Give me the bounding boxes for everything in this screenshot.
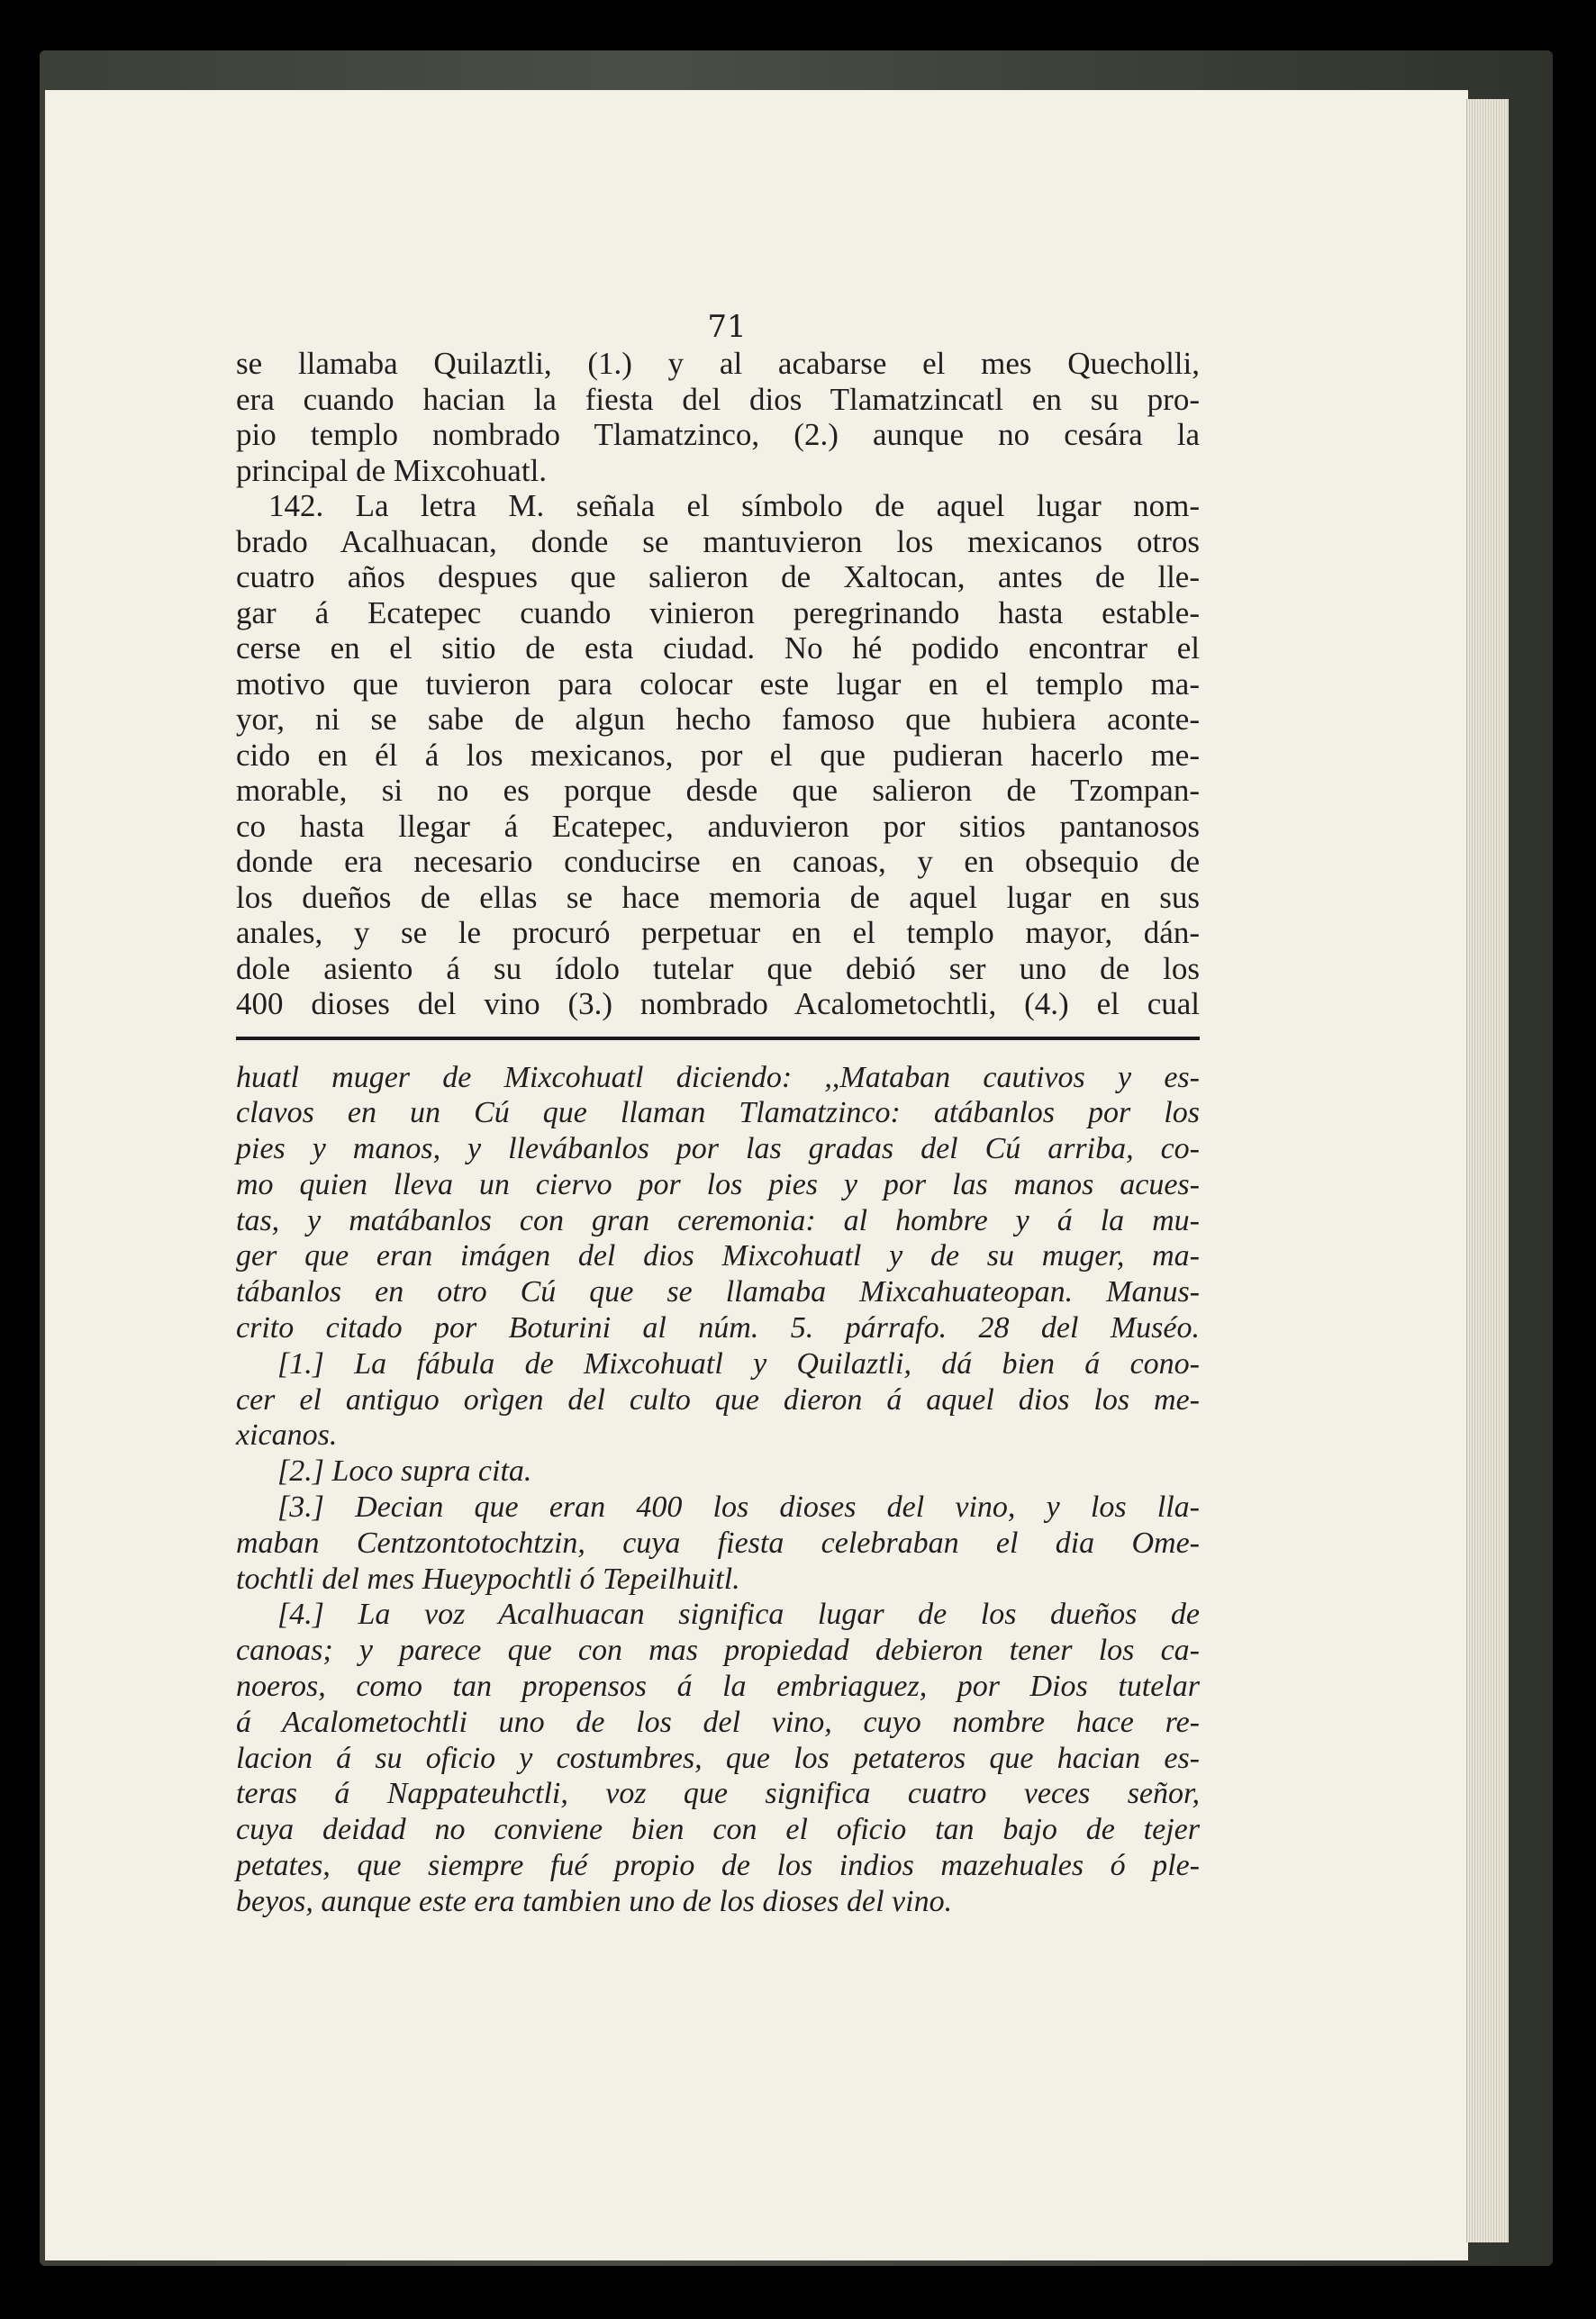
body-line: cido en él á los mexicanos, por el que pudieran hacerlo me- — [236, 737, 1200, 773]
body-line: 400 dioses del vino (3.) nombrado Acalometochtli, (4.) el cual — [236, 986, 1200, 1021]
body-line: 142. La letra M. señala el símbolo de aquel lugar nom- — [268, 488, 1200, 523]
body-line: morable, si no es porque desde que salieron de Tzompan- — [236, 773, 1200, 808]
body-line: cuatro años despues que salieron de Xaltocan, antes de lle- — [236, 559, 1200, 594]
body-line: principal de Mixcohuatl. — [236, 452, 548, 488]
footnote-line: ger que eran imágen del dios Mixcohuatl y de su muger, ma- — [236, 1239, 1200, 1273]
footnote-line: [1.] La fábula de Mixcohuatl y Quilaztli, dá bien á cono- — [277, 1346, 1200, 1381]
body-line: se llamaba Quilaztli, (1.) y al acabarse el mes Quecholli, — [236, 346, 1200, 381]
footnote-line: cuya deidad no conviene bien con el oficio tan bajo de tejer — [236, 1813, 1200, 1847]
body-line: gar á Ecatepec cuando vinieron peregrinando hasta estable- — [236, 594, 1200, 630]
body-line: era cuando hacian la fiesta del dios Tlamatzincatl en su pro- — [236, 381, 1200, 417]
footnote-line: tochtli del mes Hueypochtli ó Tepeilhuitl. — [236, 1562, 740, 1596]
footnote-line: maban Centzontotochtzin, cuya fiesta celebraban el dia Ome- — [236, 1526, 1200, 1560]
footnote-line: noeros, como tan propensos á la embriaguez, por Dios tutelar — [236, 1670, 1200, 1704]
footnote-line: tas, y matábanlos con gran ceremonia: al hombre y á la mu- — [236, 1203, 1200, 1237]
body-line: pio templo nombrado Tlamatzinco, (2.) aunque no cesára la — [236, 417, 1200, 452]
footnote-line: á Acalometochtli uno de los del vino, cuyo nombre hace re- — [236, 1705, 1200, 1739]
footnote-line: xicanos. — [236, 1418, 338, 1453]
footnote-line: teras á Nappateuhctli, voz que significa cuatro veces señor, — [236, 1777, 1200, 1811]
footnote-line: crito citado por Boturini al núm. 5. párrafo. 28 del Muséo. — [236, 1311, 1200, 1345]
main-text — [236, 346, 1200, 1022]
footnote-line: [2.] Loco supra cita. — [277, 1454, 532, 1489]
footnote-line: canoas; y parece que con mas propiedad debieron tener los ca- — [236, 1634, 1200, 1668]
body-line: anales, y se le procuró perpetuar en el templo mayor, dán- — [236, 915, 1200, 950]
footnote-line: [3.] Decian que eran 400 los dioses del vino, y los lla- — [277, 1490, 1200, 1525]
text-block — [236, 308, 1200, 1920]
footnote-line: cer el antiguo orìgen del culto que dieron á aquel dios los me- — [236, 1382, 1200, 1417]
footnote-line: clavos en un Cú que llaman Tlamatzinco: atábanlos por los — [236, 1096, 1200, 1130]
body-line: donde era necesario conducirse en canoas, y en obsequio de — [236, 844, 1200, 879]
footnote-line: pies y manos, y llevábanlos por las gradas del Cú arriba, co- — [236, 1132, 1200, 1166]
body-line: brado Acalhuacan, donde se mantuvieron los mexicanos otros — [236, 523, 1200, 559]
body-line: dole asiento á su ídolo tutelar que debió ser uno de los — [236, 950, 1200, 986]
body-line: co hasta llegar á Ecatepec, anduvieron por sitios pantanosos — [236, 808, 1200, 844]
footnote-rule — [236, 1037, 1200, 1040]
footnote-line: huatl muger de Mixcohuatl diciendo: ,,Mataban cautivos y es- — [236, 1060, 1200, 1094]
footnote-line: petates, que siempre fué propio de los indios mazehuales ó ple- — [236, 1849, 1200, 1883]
body-line: los dueños de ellas se hace memoria de aquel lugar en sus — [236, 879, 1200, 915]
footnote-line: lacion á su oficio y costumbres, que los petateros que hacian es- — [236, 1741, 1200, 1775]
footnote-line: [4.] La voz Acalhuacan significa lugar de los dueños de — [277, 1598, 1200, 1632]
footnote-line: mo quien lleva un ciervo por los pies y por las manos acues- — [236, 1167, 1200, 1201]
page-number: 71 — [707, 309, 747, 345]
footnotes — [236, 1060, 1200, 1920]
body-line: motivo que tuvieron para colocar este lugar en el templo ma- — [236, 666, 1200, 702]
footnote-line: beyos, aunque este era tambien uno de los dioses del vino. — [236, 1884, 953, 1918]
footnote-line: tábanlos en otro Cú que se llamaba Mixcahuateopan. Manus- — [236, 1275, 1200, 1309]
body-line: cerse en el sitio de esta ciudad. No hé podido encontrar el — [236, 630, 1200, 666]
body-line: yor, ni se sabe de algun hecho famoso que hubiera aconte- — [236, 702, 1200, 737]
page-edges — [1466, 99, 1509, 2242]
